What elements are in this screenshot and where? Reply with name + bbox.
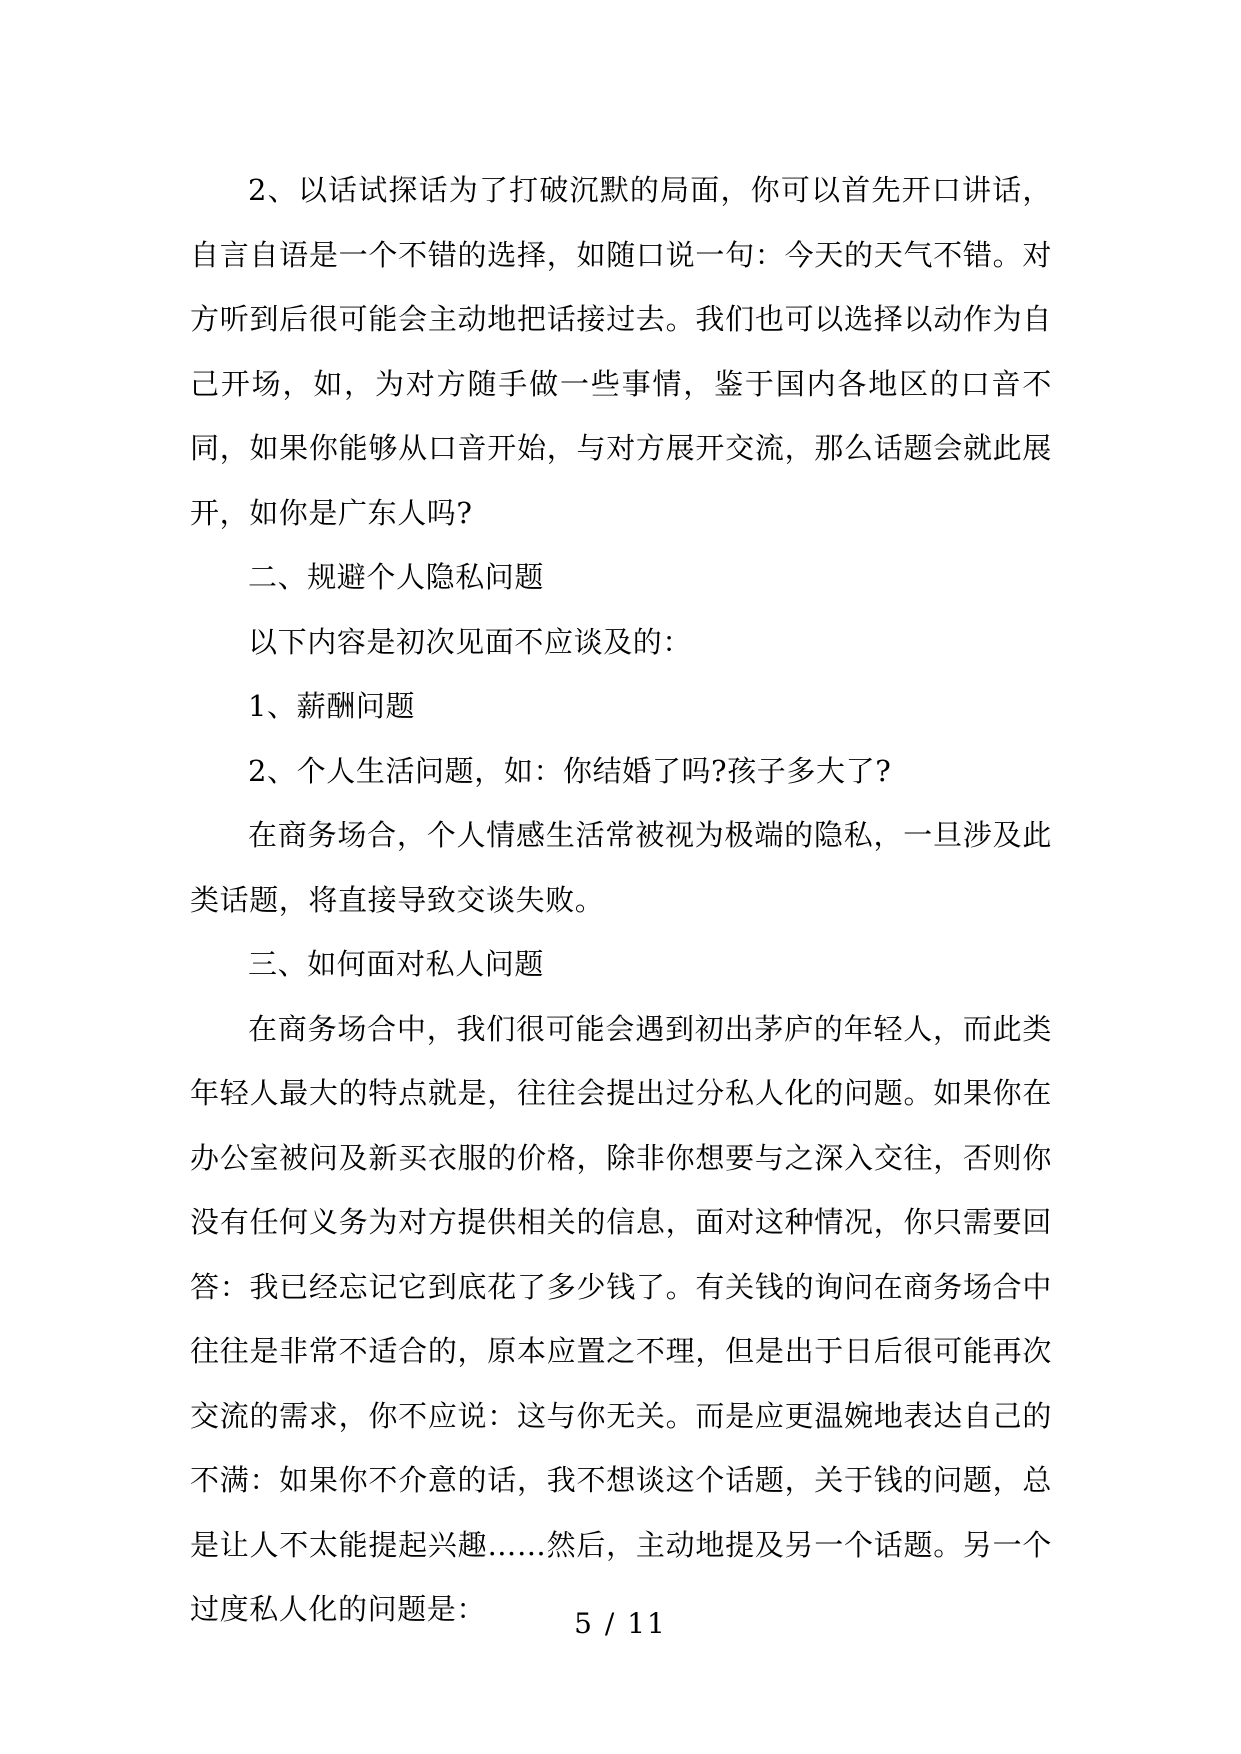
list-item-2: 2、个人生活问题，如：你结婚了吗?孩子多大了? xyxy=(248,753,892,788)
paragraph-privacy: 在商务场合，个人情感生活常被视为极端的隐私，一旦涉及此类话题，将直接导致交谈失败。 xyxy=(190,818,1052,917)
list-item-1: 1、薪酬问题 xyxy=(248,689,416,723)
paragraph-intro-list: 以下内容是初次见面不应谈及的： xyxy=(248,624,693,659)
section-heading-2: 二、规避个人隐私问题 xyxy=(248,560,545,594)
paragraph-private-questions: 在商务场合中，我们很可能会遇到初出茅庐的年轻人，而此类年轻人最大的特点就是，往往会提出过分私人化的问题。如果你在办公室被问及新买衣服的价格，除非你想要与之深入交往，否则你没有任何义务为对方提供相关的信息，面对这种情况，你只需要回答：我已经忘记它到底花了多少钱了。有关钱的询问在商务场合中往往是非常不适合的，原本应置之不理，但是出于日后很可能再次交流的需求，你不应说：这与你无关。而是应更温婉地表达自己的不满：如果你不介意的话，我不想谈这个话题，关于钱的问题，总是让人不太能提起兴趣……然后，主动地提及另一个话题。另一个过度私人化的问题是： xyxy=(190,1011,1052,1626)
section-heading-3: 三、如何面对私人问题 xyxy=(248,947,545,981)
document-body xyxy=(190,158,1052,1642)
page-number: 5 / 11 xyxy=(574,1607,667,1640)
paragraph-1: 2、以话试探话为了打破沉默的局面，你可以首先开口讲话，自言自语是一个不错的选择，如随口说一句：今天的天气不错。对方听到后很可能会主动地把话接过去。我们也可以选择以动作为自己开场，如，为对方随手做一些事情，鉴于国内各地区的口音不同，如果你能够从口音开始，与对方展开交流，那么话题会就此展开，如你是广东人吗? xyxy=(190,173,1052,530)
